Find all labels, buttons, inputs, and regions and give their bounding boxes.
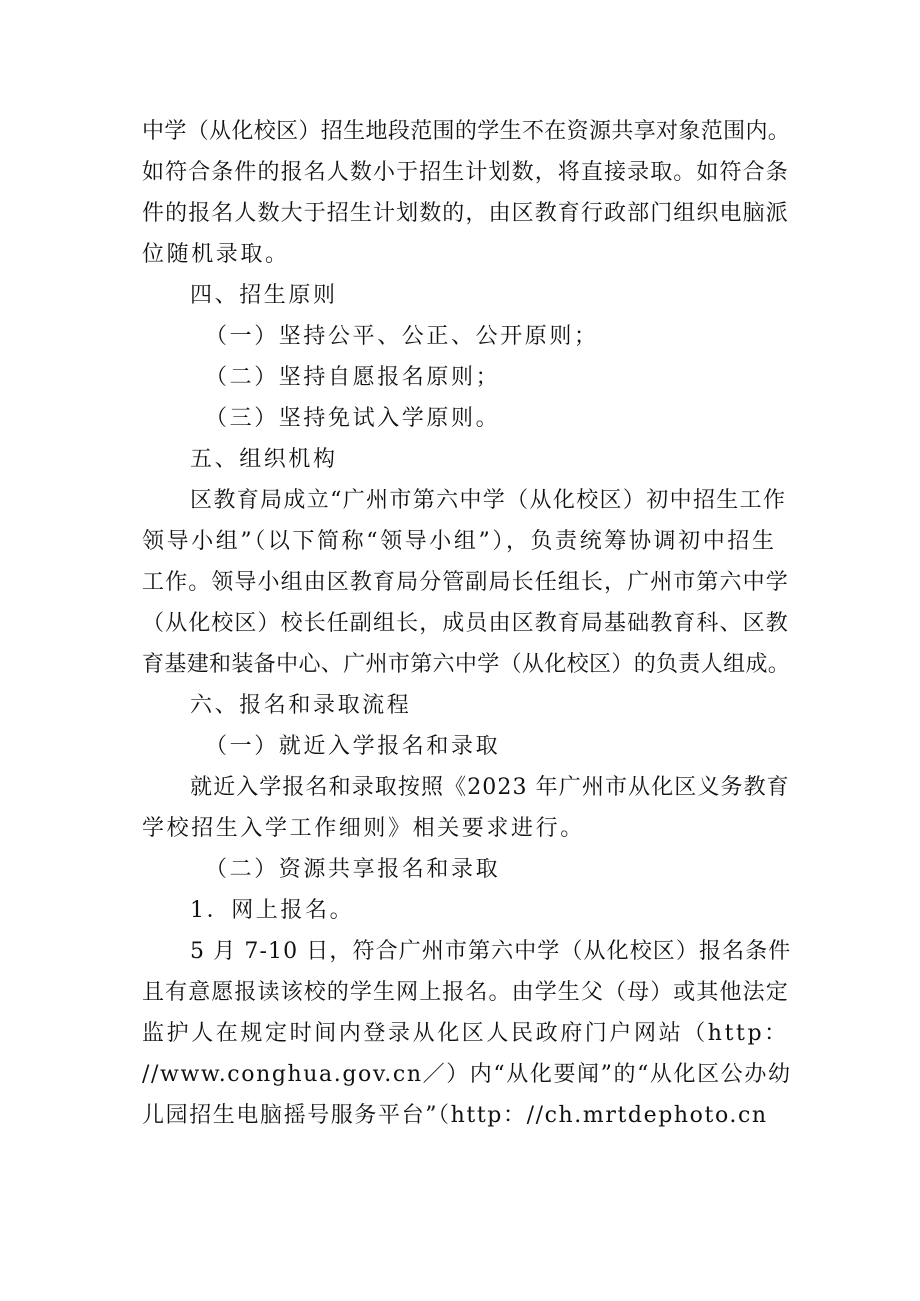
- section-heading: 四、招生原则: [190, 283, 338, 308]
- paragraph-line: 学校招生入学工作细则》相关要求进行。: [142, 816, 585, 841]
- list-item: （二）坚持自愿报名原则；: [205, 365, 501, 390]
- paragraph-line: 育基建和装备中心、广州市第六中学（从化校区）的负责人组成。: [142, 652, 791, 677]
- paragraph-line: 领导小组”（以下简称“领导小组”），负责统筹协调初中招生: [142, 529, 777, 554]
- paragraph-line: 5 月 7-10 日，符合广州市第六中学（从化校区）报名条件: [190, 939, 792, 964]
- paragraph-line: 位随机录取。: [142, 242, 290, 267]
- list-item: （三）坚持免试入学原则。: [205, 406, 501, 431]
- paragraph-line: 工作。领导小组由区教育局分管副局长任组长，广州市第六中学: [142, 570, 789, 595]
- paragraph-line: 区教育局成立“广州市第六中学（从化校区）初中招生工作: [190, 488, 787, 513]
- paragraph-line: （从化校区）校长任副组长，成员由区教育局基础教育科、区教: [142, 611, 789, 636]
- subsection-heading: （二）资源共享报名和录取: [205, 857, 501, 882]
- paragraph-line: //www.conghua.gov.cn／）内“从化要闻”的“从化区公办幼: [142, 1062, 792, 1087]
- paragraph-line: 监护人在规定时间内登录从化区人民政府门户网站（http：: [142, 1021, 789, 1046]
- subsection-heading: （一）就近入学报名和录取: [205, 734, 501, 759]
- paragraph-line: 就近入学报名和录取按照《2023 年广州市从化区义务教育: [190, 775, 790, 800]
- paragraph-line: 儿园招生电脑摇号服务平台”（http：//ch.mrtdephoto.cn: [142, 1103, 768, 1128]
- paragraph-line: 中学（从化校区）招生地段范围的学生不在资源共享对象范围内。: [142, 119, 791, 144]
- paragraph-line: 且有意愿报读该校的学生网上报名。由学生父（母）或其他法定: [142, 980, 789, 1005]
- numbered-item: 1．网上报名。: [190, 898, 355, 923]
- section-heading: 五、组织机构: [190, 447, 338, 472]
- paragraph-line: 件的报名人数大于招生计划数的，由区教育行政部门组织电脑派: [142, 201, 789, 226]
- list-item: （一）坚持公平、公正、公开原则；: [205, 324, 599, 349]
- section-heading: 六、报名和录取流程: [190, 693, 412, 718]
- paragraph-line: 如符合条件的报名人数小于招生计划数，将直接录取。如符合条: [142, 160, 789, 185]
